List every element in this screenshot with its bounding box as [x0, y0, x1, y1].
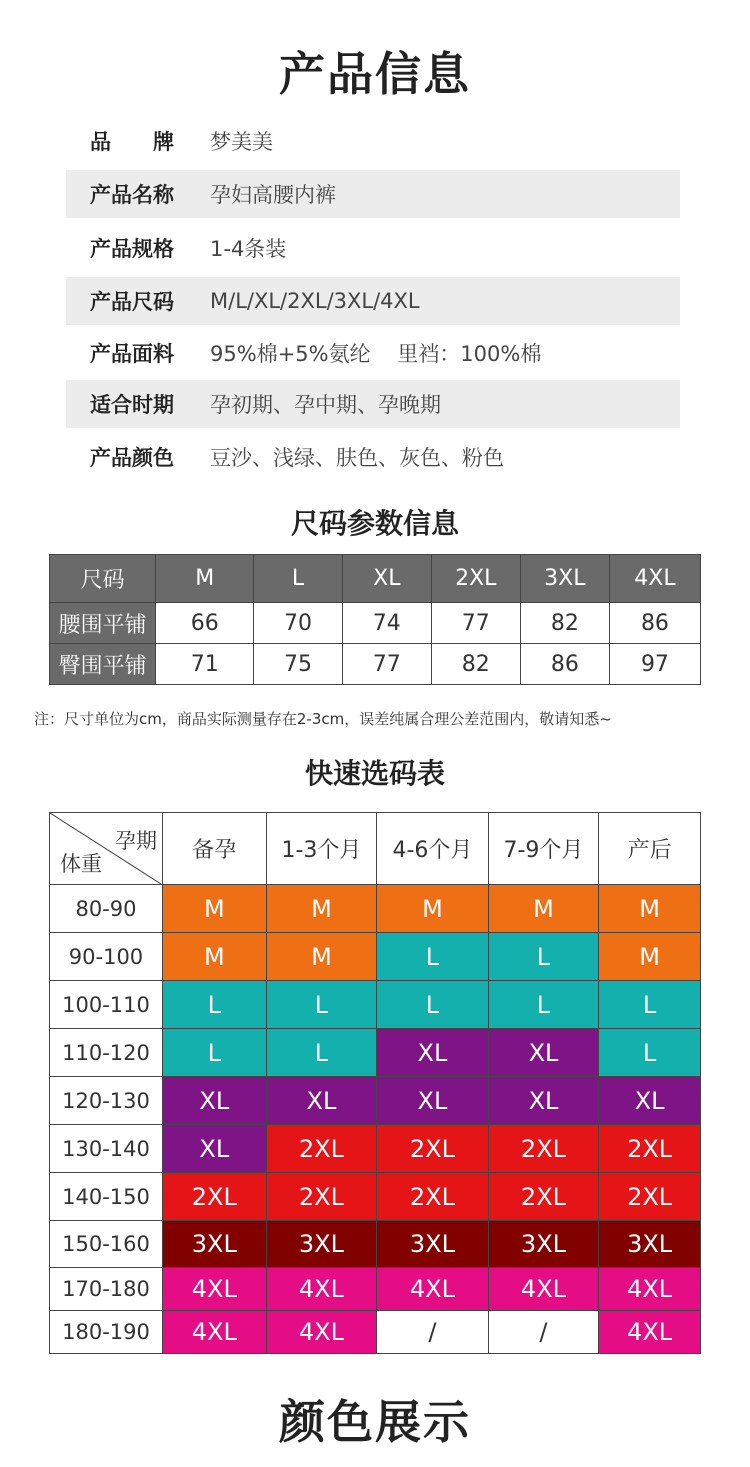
size-recommendation-cell: L [377, 981, 489, 1029]
size-cell: 66 [156, 603, 254, 644]
size-recommendation-cell: 2XL [266, 1173, 377, 1221]
quick-size-table [49, 812, 701, 1354]
size-row [50, 603, 701, 644]
info-value: 梦美美 [210, 130, 273, 154]
size-recommendation-cell: 2XL [599, 1125, 701, 1173]
size-recommendation-cell: / [488, 1311, 599, 1354]
quick-row [50, 1173, 701, 1221]
info-value: 95%棉+5%氨纶 里裆：100%棉 [210, 342, 542, 366]
size-recommendation-cell: 2XL [266, 1125, 377, 1173]
size-recommendation-cell: M [266, 885, 377, 933]
size-recommendation-cell: L [266, 981, 377, 1029]
size-recommendation-cell: L [488, 981, 599, 1029]
size-cell: 86 [520, 644, 609, 685]
size-recommendation-cell: 4XL [599, 1268, 701, 1311]
size-recommendation-cell: M [377, 885, 489, 933]
weight-label: 150-160 [50, 1221, 163, 1268]
size-recommendation-cell: M [488, 885, 599, 933]
quick-column-header: 4-6个月 [377, 813, 489, 885]
quick-header-row [50, 813, 701, 885]
size-recommendation-cell: 3XL [266, 1221, 377, 1268]
size-recommendation-cell: 2XL [488, 1173, 599, 1221]
info-value: 孕妇高腰内裤 [210, 183, 336, 207]
size-row-label: 腰围平铺 [50, 603, 156, 644]
info-label: 适合时期 [90, 393, 174, 417]
size-recommendation-cell: XL [488, 1029, 599, 1077]
quick-column-header: 备孕 [162, 813, 266, 885]
info-value: 1-4条装 [210, 237, 287, 261]
size-recommendation-cell: 4XL [162, 1311, 266, 1354]
size-recommendation-cell: 4XL [377, 1268, 489, 1311]
corner-label-weight: 体重 [60, 852, 102, 876]
size-header-cell: 尺码 [50, 555, 156, 603]
size-cell: 77 [342, 644, 431, 685]
size-header-row [50, 555, 701, 603]
color-display-title: 颜色展示 [279, 1395, 471, 1449]
info-value: 孕初期、孕中期、孕晚期 [210, 393, 441, 417]
size-recommendation-cell: 4XL [488, 1268, 599, 1311]
size-row-label: 臀围平铺 [50, 644, 156, 685]
size-recommendation-cell: 3XL [377, 1221, 489, 1268]
size-cell: 82 [431, 644, 520, 685]
size-header-cell: M [156, 555, 254, 603]
quick-corner-cell [50, 813, 163, 885]
size-recommendation-cell: 3XL [488, 1221, 599, 1268]
size-header-cell: L [254, 555, 343, 603]
size-recommendation-cell: M [599, 933, 701, 981]
quick-row [50, 1221, 701, 1268]
size-recommendation-cell: 4XL [162, 1268, 266, 1311]
size-note: 注：尺寸单位为cm，商品实际测量存在2-3cm，误差纯属合理公差范围内，敬请知悉~ [34, 710, 612, 728]
quick-row [50, 1268, 701, 1311]
info-row [66, 224, 680, 272]
size-recommendation-cell: 2XL [488, 1125, 599, 1173]
info-label: 产品颜色 [90, 446, 174, 470]
info-row [66, 433, 680, 481]
size-recommendation-cell: 4XL [266, 1311, 377, 1354]
size-header-cell: XL [342, 555, 431, 603]
size-cell: 71 [156, 644, 254, 685]
size-cell: 86 [609, 603, 700, 644]
weight-label: 120-130 [50, 1077, 163, 1125]
size-recommendation-cell: M [162, 885, 266, 933]
size-header-cell: 3XL [520, 555, 609, 603]
size-recommendation-cell: M [266, 933, 377, 981]
size-recommendation-cell: XL [599, 1077, 701, 1125]
info-label: 产品规格 [90, 237, 174, 261]
quick-row [50, 885, 701, 933]
info-row [66, 170, 680, 218]
weight-label: 180-190 [50, 1311, 163, 1354]
size-recommendation-cell: L [599, 981, 701, 1029]
size-header-cell: 4XL [609, 555, 700, 603]
info-row [66, 277, 680, 325]
size-recommendation-cell: 4XL [599, 1311, 701, 1354]
info-label: 产品面料 [90, 342, 174, 366]
size-params-title: 尺码参数信息 [290, 507, 459, 540]
info-value: M/L/XL/2XL/3XL/4XL [210, 289, 420, 313]
size-recommendation-cell: 2XL [162, 1173, 266, 1221]
quick-row [50, 933, 701, 981]
size-recommendation-cell: 3XL [162, 1221, 266, 1268]
size-params-table [49, 554, 701, 685]
size-header-cell: 2XL [431, 555, 520, 603]
quick-row [50, 1125, 701, 1173]
weight-label: 110-120 [50, 1029, 163, 1077]
size-recommendation-cell: XL [377, 1029, 489, 1077]
quick-size-title: 快速选码表 [304, 757, 445, 790]
size-recommendation-cell: 2XL [377, 1173, 489, 1221]
weight-label: 90-100 [50, 933, 163, 981]
size-recommendation-cell: 2XL [599, 1173, 701, 1221]
size-recommendation-cell: L [266, 1029, 377, 1077]
info-row [66, 380, 680, 428]
size-recommendation-cell: L [162, 981, 266, 1029]
quick-row [50, 981, 701, 1029]
size-recommendation-cell: 2XL [377, 1125, 489, 1173]
quick-row [50, 1077, 701, 1125]
size-recommendation-cell: XL [162, 1077, 266, 1125]
info-label: 产品尺码 [90, 290, 174, 314]
info-label: 品 牌 [90, 130, 174, 154]
size-recommendation-cell: XL [377, 1077, 489, 1125]
quick-column-header: 1-3个月 [266, 813, 377, 885]
info-row [66, 117, 680, 165]
size-cell: 75 [254, 644, 343, 685]
corner-label-period: 孕期 [115, 829, 157, 853]
size-recommendation-cell: / [377, 1311, 489, 1354]
size-recommendation-cell: 4XL [266, 1268, 377, 1311]
quick-row [50, 1029, 701, 1077]
info-value: 豆沙、浅绿、肤色、灰色、粉色 [210, 446, 504, 470]
weight-label: 100-110 [50, 981, 163, 1029]
product-info-title: 产品信息 [279, 47, 471, 101]
size-cell: 77 [431, 603, 520, 644]
size-recommendation-cell: L [377, 933, 489, 981]
size-cell: 82 [520, 603, 609, 644]
info-row [66, 329, 680, 377]
size-recommendation-cell: XL [266, 1077, 377, 1125]
weight-label: 170-180 [50, 1268, 163, 1311]
size-recommendation-cell: L [488, 933, 599, 981]
size-recommendation-cell: XL [162, 1125, 266, 1173]
size-recommendation-cell: M [599, 885, 701, 933]
quick-column-header: 产后 [599, 813, 701, 885]
size-recommendation-cell: M [162, 933, 266, 981]
size-recommendation-cell: L [599, 1029, 701, 1077]
size-cell: 74 [342, 603, 431, 644]
size-row [50, 644, 701, 685]
quick-row [50, 1311, 701, 1354]
size-recommendation-cell: 3XL [599, 1221, 701, 1268]
weight-label: 80-90 [50, 885, 163, 933]
weight-label: 130-140 [50, 1125, 163, 1173]
quick-column-header: 7-9个月 [488, 813, 599, 885]
size-cell: 97 [609, 644, 700, 685]
corner-diagonal [50, 813, 161, 884]
info-label: 产品名称 [90, 183, 174, 207]
weight-label: 140-150 [50, 1173, 163, 1221]
size-cell: 70 [254, 603, 343, 644]
size-recommendation-cell: L [162, 1029, 266, 1077]
size-recommendation-cell: XL [488, 1077, 599, 1125]
